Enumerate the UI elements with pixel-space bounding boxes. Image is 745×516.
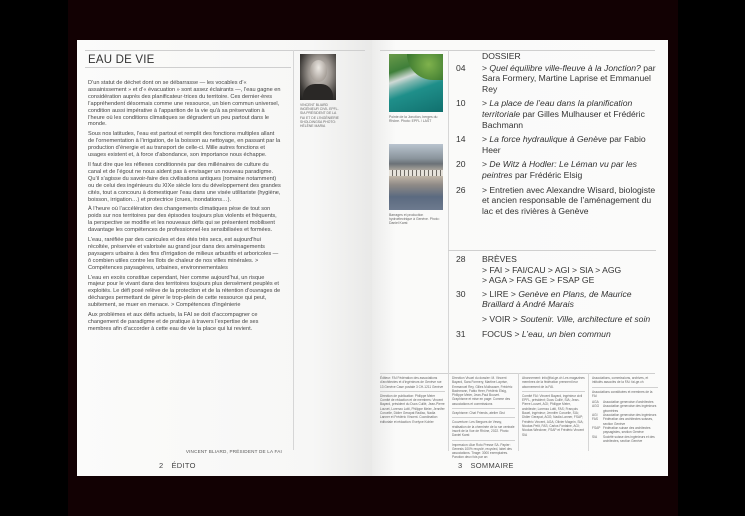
paragraph: Il faut dire que les réflexes conditionnés par des millénaires de culture du canal et de l’égout ne nous aident pas à envisager un nouveau paradigme. Qu’il s’agisse du savoir-faire des civilisations antiques (romaine notamment) ou de celui des ingénieurs du XIXe siècle lors du développement des grandes cités, tout a concouru à domestiquer l’eau dans une visée utilitariste (hygiène, boisson, irrigation…) et protectrice (crues, inondations…). [88, 161, 281, 203]
abbr-key: AGI [592, 413, 598, 418]
page-edito [77, 40, 372, 476]
toc-page: 30 [456, 288, 466, 299]
top-rule [85, 50, 365, 51]
editorial-title: EAU DE VIE [88, 54, 155, 66]
photo-jonction [389, 54, 443, 112]
folio [159, 461, 196, 470]
colophon-contributors: Direction Visuel du dossier: M. Vincent Bayard, Sara Formery, Martine Laprise, Emmanuel Rey, Gilles Mulhauser, Frédéric Bachmann, Fabio Heer, Frédéric Elsig, Philippe Meier, Jean-Paul Bouvet. Graphisme et mise en page: Comme des associations et commissions [452, 376, 515, 409]
photo-bridge [389, 170, 443, 176]
paragraph: Sous nos latitudes, l’eau est partout et remplit des fonctions multiples allant de l’ornementation à l’irrigation, de la boisson au nettoyage, en passant par la production d’énergie et au transport de celle-ci. Mille autres fonctions et usages existent et, à force d’abondance, son importance nous échappe. [88, 131, 281, 159]
signature: VINCENT BLIARD, PRÉSIDENT DE LA FAI [185, 449, 282, 454]
colophon-col-2 [452, 376, 515, 462]
toc-author: par Sara Formery, Martine Laprise et Emmanuel Rey [482, 62, 656, 94]
toc-title: Genève en Plans, de Maurice Braillard à André Marais [482, 288, 632, 310]
page-number: 3 [458, 461, 463, 470]
toc-page: 14 [456, 134, 466, 145]
abbr-key: FSAP [592, 425, 601, 430]
toc-page: 04 [456, 62, 466, 73]
toc-prefix: > [482, 134, 490, 145]
toc-prefix: > [482, 184, 490, 195]
paragraph: D’un statut de déchet dont on se débarrasse — les vocables d’« assainissement » et d’« évacuation » sont assez éclairants —, l’eau gagne en considération auprès des planificateur·trices du territoire. Ces dernier·ères l’appréhendent désormais comme une ressource, un bien commun universel, condition aussi impérative à l’apparition de la vie qu’à sa préservation à l’heure où les conditions climatiques se dégradent un peu partout dans le monde. [88, 80, 281, 128]
toc-page: 10 [456, 98, 466, 109]
colophon-subscription: Abonnement: info@fai-ge.ch Les magazines membres de la fédération prennent leur abonnement de la FAI. [522, 376, 585, 392]
toc-title: Quel équilibre ville-fleuve à la Jonction? [489, 62, 641, 73]
abbr-key: FAS [592, 417, 599, 422]
toc-entry[interactable] [456, 98, 656, 130]
section-rule [448, 250, 656, 251]
toc-entry[interactable] [456, 314, 656, 325]
toc-prefix: > LIRE > [482, 288, 519, 299]
page-sommaire [372, 40, 668, 476]
paragraph: L’eau en excès constitue cependant, hier comme aujourd’hui, un risque majeur pour le vivant dans des territoires toujours plus densément peuplés et exploités. Le défi posé relève de la protection et de la rétention d’ouvrages de décharges permettant de gérer le trop-plein de cette ressource qui peut, subitement, se muer en menace. > Compétences d’ingénierie [88, 274, 281, 309]
toc-title: Soutenir. Ville, architecture et soin [520, 313, 651, 324]
toc-author: par Frédéric Elsig [512, 169, 583, 180]
portrait-photo [300, 54, 336, 100]
toc-entry[interactable] [456, 329, 656, 340]
folio [458, 461, 514, 470]
toc-line: > FAI > FAI/CAU > AGI > SIA > AGG [482, 264, 622, 275]
colophon-col-1 [380, 376, 445, 426]
toc-entry[interactable] [456, 63, 656, 95]
toc-entry[interactable] [456, 254, 656, 286]
section-label: SOMMAIRE [470, 461, 514, 470]
abbr-value: Association genevoise d’architectes [603, 400, 654, 405]
colophon-members-heading: Associations constituées et membres de la FAI [592, 389, 653, 398]
colophon-divider [588, 373, 589, 451]
colophon-printing: Impression: Atar Roto Presse SA. Papier: Genesis 100% recyclé, recycled, label des associations. Tirage: 3000 exemplaires. Parution deux fois par an [452, 442, 512, 460]
portrait-caption: VINCENT BLIARD INGÉNIEUR CIVIL EPFL-SIA PRÉSIDENT DE LA FAI ET DE L’INGÉNIERIE SHOLDINGSA PHOTO: HÉLÈNE MARIA [300, 103, 339, 129]
portrait-body [303, 84, 333, 100]
column-divider [293, 50, 294, 450]
toc-heading: BRÈVES [482, 254, 517, 264]
colophon-divider [518, 373, 519, 451]
abbreviation-row [592, 426, 658, 435]
abbr-value: Société suisse des ingénieurs et des architectes, section Genève [603, 434, 655, 443]
title-rule [85, 67, 291, 68]
toc-title: Entretien avec Alexandre Wisard, biologiste et ancien responsable de l’aménagement du lac et des rivières à Genève [482, 184, 656, 216]
colophon-divider [448, 373, 449, 451]
toc-entry[interactable] [456, 289, 656, 310]
colophon-col-4 [592, 376, 658, 443]
toc-entry[interactable] [456, 185, 656, 217]
abbreviation-row [592, 417, 658, 426]
paragraph: Aux problèmes et aux défis actuels, la FAI se doit d’accompagner ce changement de paradigme et de pratique à travers l’expertise de ses membres afin d’accorder à cette eau de vie la place qui lui revient. [88, 312, 259, 332]
page-number: 2 [159, 461, 164, 470]
toc-prefix: > VOIR > [482, 313, 521, 324]
toc-prefix: > [482, 62, 490, 73]
section-label: ÉDITO [171, 461, 196, 470]
colophon-direction: Direction de publication: Philippe Meier Comité de rédaction et de membres: Vincent Bayard, président du Ducs Cuillé, Jean-Pierre Louvet, Lorenzo Lotti, Philippe Meier, Jennifer Coruelle, Didier Gerapat Radlac, Nadia Lanner et Frédéric Vincent. Coordination éditoriale et rédaction: Evelyne Kohler [380, 393, 445, 424]
toc-title: L’eau, un bien commun [521, 328, 611, 339]
abbr-key: SIA [592, 434, 598, 439]
portrait-head [310, 60, 327, 82]
toc-prefix: FOCUS > [482, 328, 522, 339]
paragraph: À l’heure où l’accélération des changements climatiques pèse de tout son poids sur nos territoires par des épisodes toujours plus violents et fréquents, la perspective se modifie et les nouveaux défis qui se présentent mobilisent davantage les compétences de professionnel·les sensibilisées et formées. [88, 206, 277, 234]
toc-entry[interactable] [456, 159, 656, 180]
toc-author: par Gilles Mulhauser et Frédéric Bachmann [482, 108, 645, 130]
table-of-contents [456, 51, 656, 220]
colophon-associations: Associations, commissions, archives, et intitulés associés de la FAI: fai-ge.ch [592, 376, 658, 388]
abbr-value: Fédération suisse des architectes paysagistes, section Genève [603, 425, 651, 435]
toc-title: La place de l’eau dans la planification territoriale [482, 98, 633, 119]
photo-caption: Barrages et production hydroélectrique à Genève. Photo: Daniel Karst [389, 213, 440, 226]
abbreviation-row [592, 435, 658, 444]
abbreviation-row [592, 404, 658, 413]
toc-entry[interactable] [456, 134, 656, 155]
toc-page: 26 [456, 184, 466, 195]
paragraph: L’eau, raréfiée par des canicules et des étés très secs, est aujourd’hui récoltée, préservée et valorisée au grand jour dans des aménagements paysagers urbains à des fins d’irrigation de milieux arbustifs et arboricoles — ô combien utiles contre les îlots de chaleur de nos villes minérales. > Compétences paysagères, urbaines, environnementales [88, 237, 279, 271]
toc-page: 20 [456, 159, 466, 170]
toc-page: 31 [456, 328, 466, 339]
abbr-value: Association genevoise des ingénieurs géomètres [603, 404, 657, 413]
toc-page: 28 [456, 254, 466, 264]
abbr-value: Fédération des architectes suisses, section Genève [603, 417, 653, 426]
toc-line: > AGA > FAS GE > FSAP GE [482, 275, 595, 286]
toc-title: La force hydraulique à Genève [489, 134, 607, 145]
editorial-body [88, 80, 282, 336]
toc-page [456, 314, 482, 325]
toc-heading: DOSSIER [482, 51, 521, 61]
toc-prefix: > [482, 98, 490, 109]
toc-title: De Witz à Hodler: Le Léman vu par les peintres [482, 159, 637, 180]
photo-caption: Pointe de la Jonction, berges du Rhône. Photo: EPFL / LAST [389, 115, 438, 124]
colophon-col-3 [522, 376, 585, 439]
abbr-key: AGG [592, 404, 600, 409]
colophon-cover: Couverture: Les Bergues de Vessy, réalisation de la cheminée de la rue centrale inscrit de la Vue de Rhône, 2022. Photo: Daniel Karst [452, 420, 515, 440]
toc-prefix: > [482, 159, 490, 170]
abbr-key: AGA [592, 400, 599, 405]
photo-foliage [407, 54, 443, 80]
colophon-publisher: Éditeur: FAI Fédération des associations d’architectes et d’ingénieurs de Genève rue 13 Genève Case postale 3 CH-1211 Genève [380, 376, 445, 392]
photo-barrage [389, 144, 443, 210]
abbr-value: Association genevoise des ingénieurs [603, 413, 657, 418]
toc-author: par Fabio Heer [482, 134, 646, 155]
colophon-committee: Comité FAI: Vincent Bayard, ingénieur civil EPFL, président; Ducs Cuillé, SIA; Jean-Pierre Louvet, AGI; Philippe Meier, architecte; Lorenzo Lotti, FAS; François Bauel, ingénieur; Jennifer Coruelle, SIA; Didier Gerapat, AGG; Nadia Lanner, FSAP; Frédéric Vincent, AGA; Olivier Magnin, SIA; Nicolas Petit, FAS; Carlos Fontaine, AGI; Nicolas Wieckner, FSAP et Frédéric Vincent SIA [522, 393, 585, 437]
colophon-graphics: Graphisme: Chat Friends, atelier Gist [452, 411, 515, 418]
table-of-contents-secondary [456, 254, 656, 343]
